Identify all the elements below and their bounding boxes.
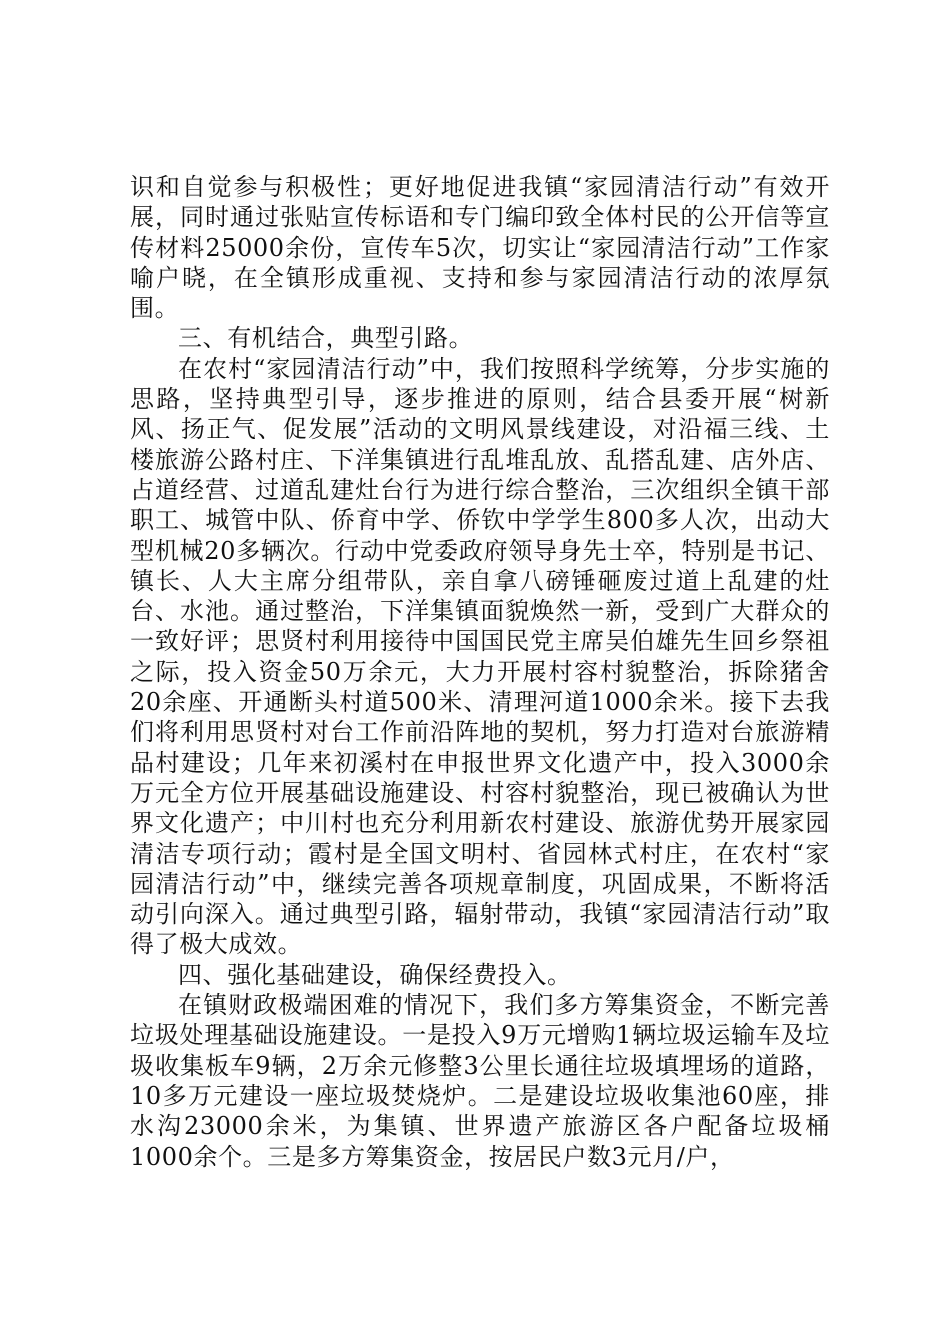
section-heading-4: 四、强化基础建设，确保经费投入。 xyxy=(178,960,572,989)
document-body xyxy=(130,172,830,1172)
paragraph-section-4: 在镇财政极端困难的情况下，我们多方筹集资金，不断完善垃圾处理基础设施建设。一是投入9万元增购1辆垃圾运输车及垃圾收集板车9辆，2万余元修整3公里长通往垃圾填埋场的道路，10多万元建设一座垃圾焚烧炉。二是建设垃圾收集池60座，排水沟23000余米，为集镇、世界遗产旅游区各户配备垃圾桶1000余个。三是多方筹集资金，按居民户数3元月/户， xyxy=(130,991,830,1171)
section-heading-3: 三、有机结合，典型引路。 xyxy=(178,324,474,353)
paragraph-continuation: 识和自觉参与积极性；更好地促进我镇“家园清洁行动”有效开展，同时通过张贴宣传标语和专门编印致全体村民的公开信等宣传材料25000余份，宣传车5次，切实让“家园清洁行动”工作家喻户晓，在全镇形成重视、支持和参与家园清洁行动的浓厚氛围。 xyxy=(130,173,830,323)
paragraph-section-3: 在农村“家园清洁行动”中，我们按照科学统筹，分步实施的思路，坚持典型引导，逐步推进的原则，结合县委开展“树新风、扬正气、促发展”活动的文明风景线建设，对沿福三线、土楼旅游公路村庄、下洋集镇进行乱堆乱放、乱搭乱建、店外店、占道经营、过道乱建灶台行为进行综合整治，三次组织全镇干部职工、城管中队、侨育中学、侨钦中学学生800多人次，出动大型机械20多辆次。行动中党委政府领导身先士卒，特别是书记、镇长、人大主席分组带队，亲自拿八磅锤砸废过道上乱建的灶台、水池。通过整治，下洋集镇面貌焕然一新，受到广大群众的一致好评；思贤村利用接待中国国民党主席吴伯雄先生回乡祭祖之际，投入资金50万余元，大力开展村容村貌整治，拆除猪舍20余座、开通断头村道500米、清理河道1000余米。接下去我们将利用思贤村对台工作前沿阵地的契机，努力打造对台旅游精品村建设；几年来初溪村在申报世界文化遗产中，投入3000余万元全方位开展基础设施建设、村容村貌整治，现已被确认为世界文化遗产；中川村也充分利用新农村建设、旅游优势开展家园清洁专项行动；霞村是全国文明村、省园林式村庄，在农村“家园清洁行动”中，继续完善各项规章制度，巩固成果，不断将活动引向深入。通过典型引路，辐射带动，我镇“家园清洁行动”取得了极大成效。 xyxy=(130,354,830,959)
